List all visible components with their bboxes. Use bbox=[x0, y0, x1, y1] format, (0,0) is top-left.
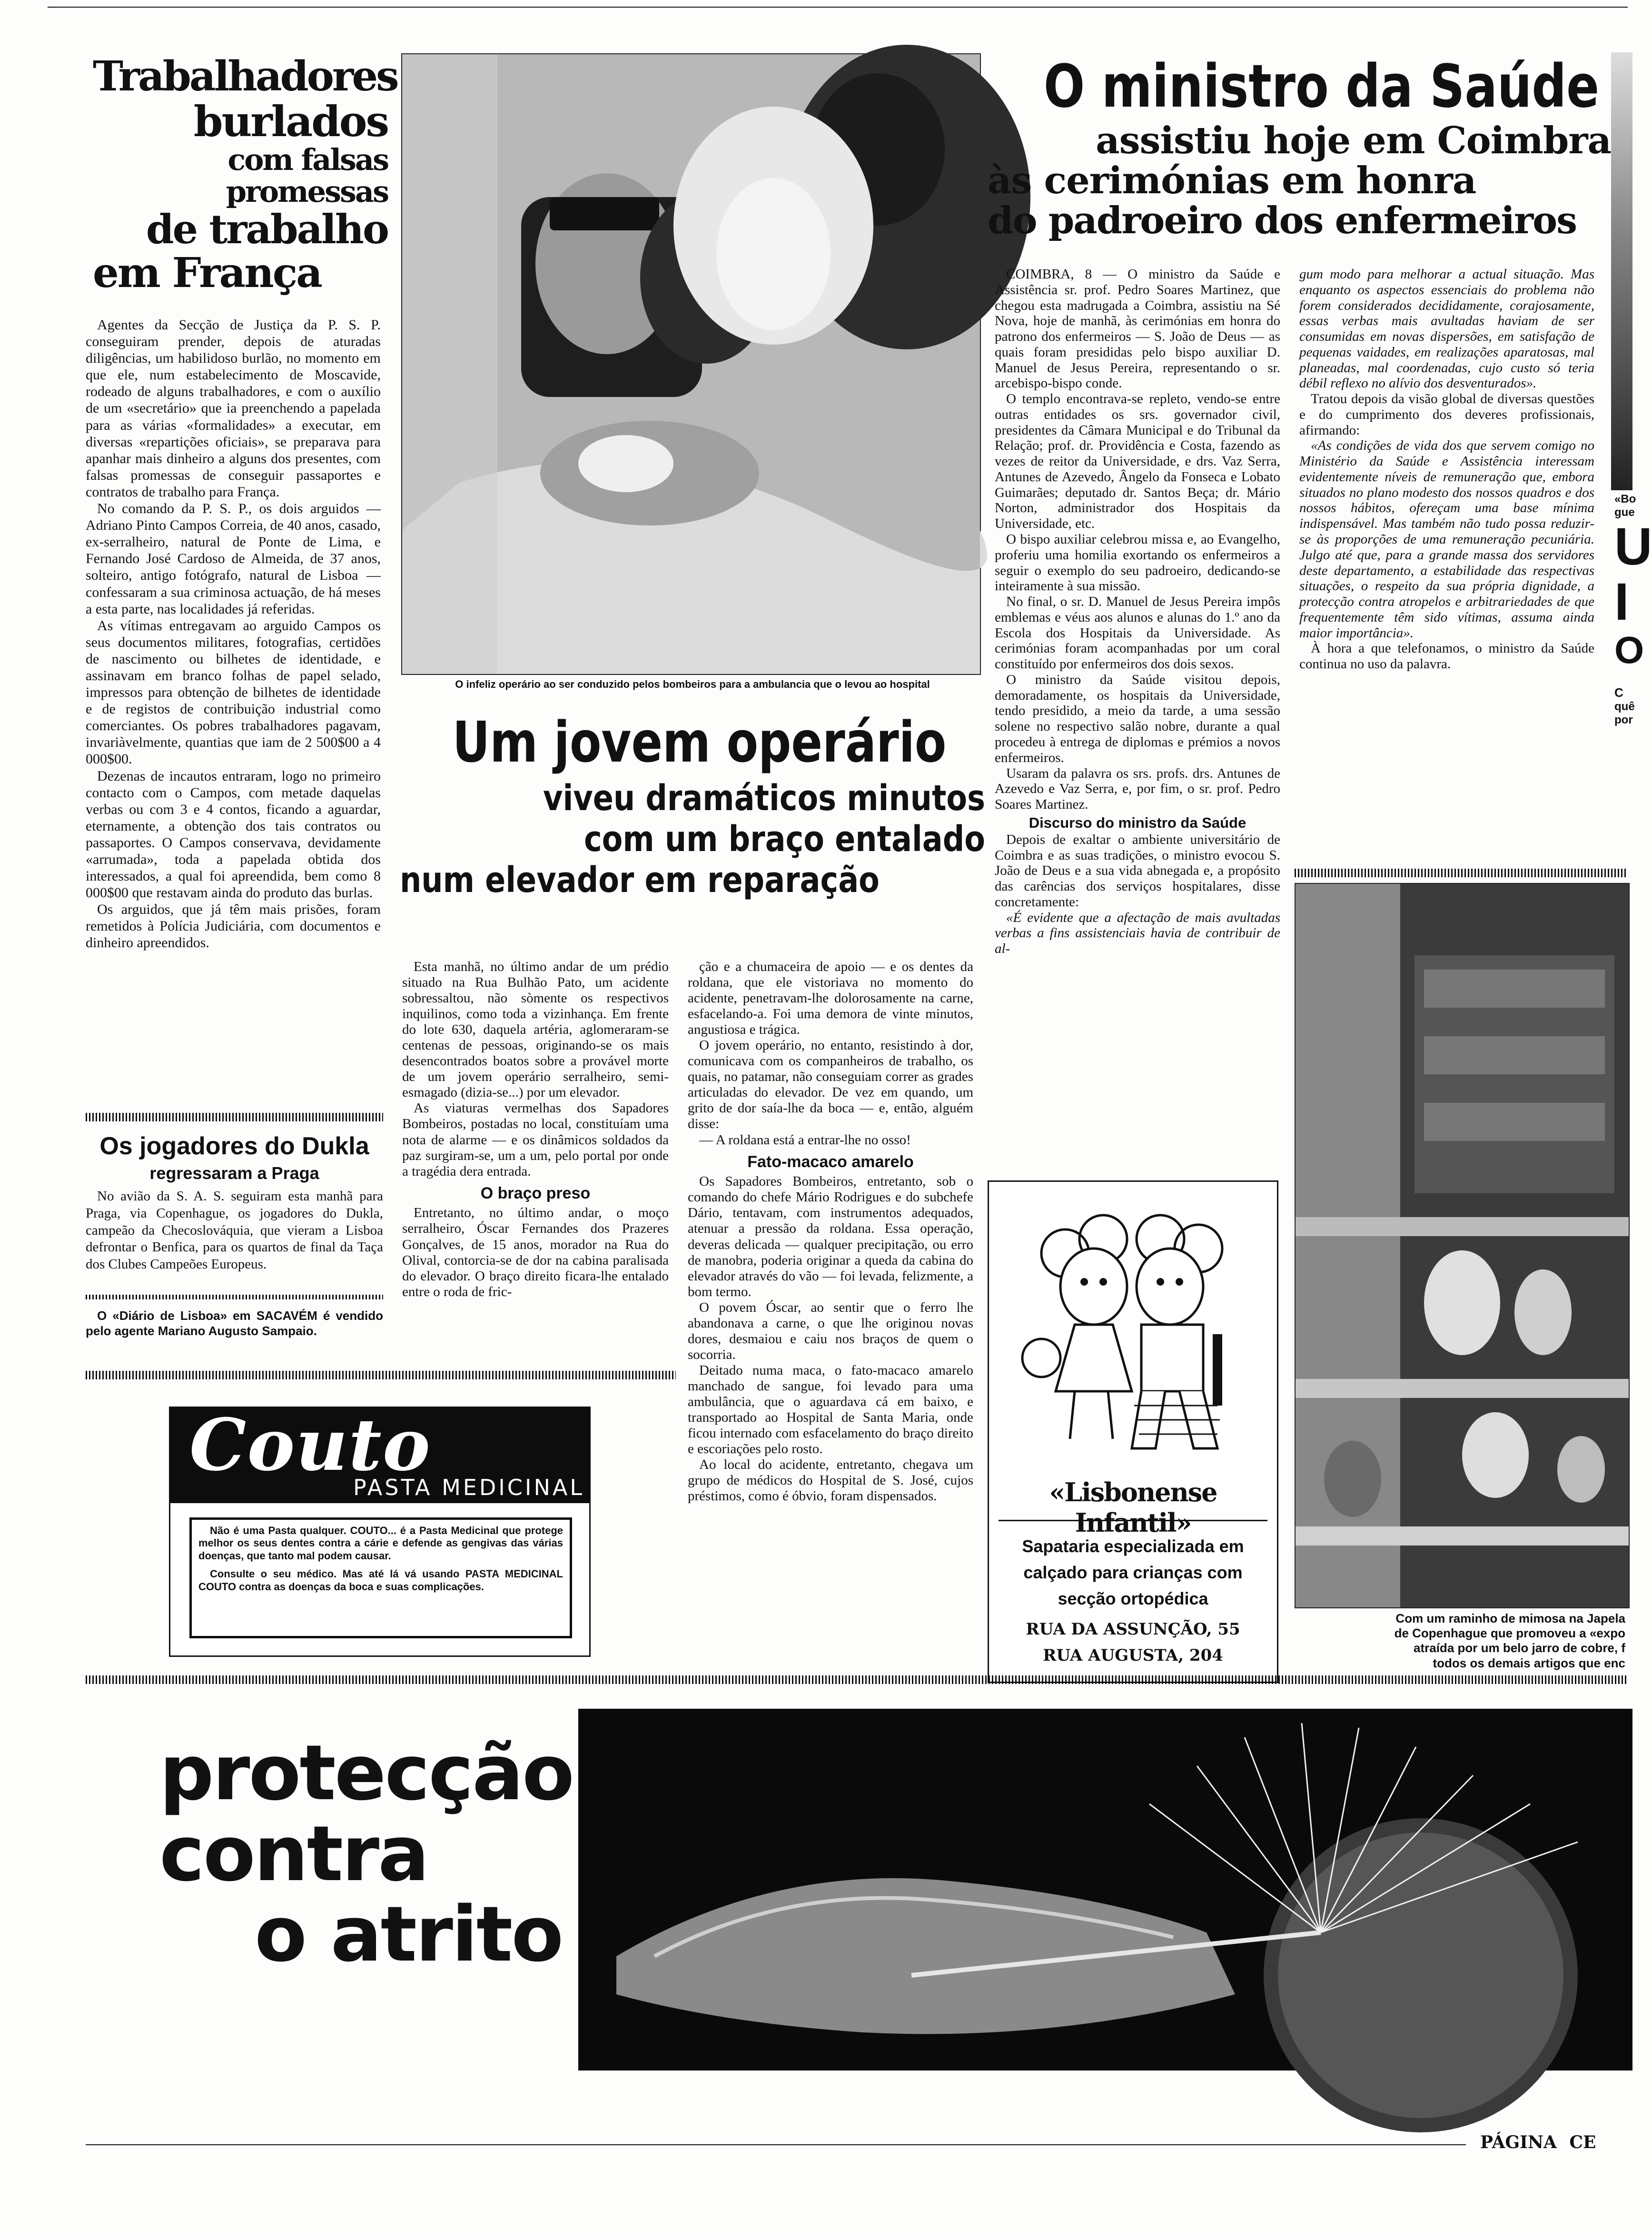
photo-right-caption: Com um raminho de mimosa na Japela de Copenhague que promoveu a «expo atraída por um belo jarro de cobre, f todos os demais artigos que enc bbox=[1394, 1611, 1625, 1670]
photo-copper-jar-exhibition bbox=[1295, 883, 1630, 1608]
ad-atrito-image bbox=[578, 1709, 1632, 2071]
story3-column-a: COIMBRA, 8 — O ministro da Saúde e Assistência sr. prof. Pedro Soares Martinez, que chegou esta madrugada a Coimbra, assistiu na Sé Nova, hoje de manhã, às cerimónias em honra do patrono dos enfermeiros — S. João de Deus — as quais foram presididas pelo bispo auxiliar D. Manuel de Jesus Pereira, representando o sr. arcebispo-bispo conde. O templo encontrava-se repleto, vendo-se entre outras entidades os srs. governador civil, presidentes da Câmara Municipal e do Tribunal da Relação; prof. dr. Providência e Costa, fazendo as vezes de reitor da Universidade, e drs. Vaz Serra, Antunes de Azevedo, Ângelo da Fonseca e Lobato Guimarães; deputado dr. Santos Beça; dr. Mário Norton, administrador dos Hospitais da Universidade, etc. O bispo auxiliar celebrou missa e, ao Evangelho, proferiu uma homilia exortando os enfermeiros a seguir o exemplo do seu padroeiro, dedicando-se inteiramente à sua missão. No final, o sr. D. Manuel de Jesus Pereira impôs emblemas e véus aos alunos e alunas do 1.º ano da Escola dos Hospitais da Universidade. As cerimónias foram acompanhadas por um coral constituído por enfermeiros dos dois sexos. O ministro da Saúde visitou depois, demoradamente, os hospitais da Universidade, tendo presidido, a meio da tarde, a uma sessão solene no respectivo salão nobre, durante a qual procedeu à entrega de diplomas e prémios a novos enfermeiros. Usaram da palavra os srs. profs. drs. Antunes de Azevedo e Vaz Serra, e, por fim, o sr. prof. Pedro Soares Martinez. Discurso do ministro da Saúde Depois de exaltar o ambiente universitário de Coimbra e as suas tradições, o ministro evocou S. João de Deus e a sua vida abnegada e, a propósito das carências dos serviços hospitalares, disse concretamente: «É evidente que a afectação de mais avultadas verbas a fins assistenciais havia de contribuir de al- bbox=[995, 267, 1280, 957]
article-dukla bbox=[86, 1132, 383, 1273]
separator-col1-b bbox=[86, 1295, 383, 1299]
footer-rule bbox=[86, 2144, 1466, 2145]
edge-fragments: «Bo gue U I O C quê por bbox=[1614, 493, 1652, 726]
couto-text-box: Não é uma Pasta qualquer. COUTO... é a Pasta Medicinal que protege melhor os seus dentes contra a cárie e defende as gengivas das várias doenças, que tanto mal podem causar. Consulte o seu médico. Mas até lá vá usando PASTA MEDICINAL COUTO contra as doenças da boca e suas complicações. bbox=[189, 1517, 572, 1638]
dukla-subtitle: regressaram a Praga bbox=[149, 1163, 319, 1183]
grinding-wheel-illustration bbox=[578, 1709, 1632, 2071]
dukla-title: Os jogadores do Dukla bbox=[99, 1132, 369, 1160]
lisbonense-address-2: RUA AUGUSTA, 204 bbox=[1043, 1646, 1223, 1665]
lisbonense-rule bbox=[999, 1520, 1267, 1521]
photo-illustration bbox=[402, 54, 980, 674]
ad-couto bbox=[169, 1403, 591, 1657]
top-rule bbox=[48, 7, 1628, 8]
lisbonense-title: «Lisbonense Infantil» bbox=[1049, 1477, 1217, 1538]
story2-column-a: Esta manhã, no último andar de um prédio situado na Rua Bulhão Pato, um acidente sobressaltou, não sòmente os respectivos inquilinos, como toda a vizinhança. Em frente do lote 630, daquela artéria, aglomeraram-se centenas de pessoas, originando-se os mais desencontrados boatos sobre a provável morte de um jovem operário serralheiro, semi-esmagado (dizia-se...) por um elevador. As viaturas vermelhas dos Sapadores Bombeiros, postadas no local, constituíam uma nota de alarme — e os dinâmicos soldados da paz surgiram-se, um a um, pelo portal por onde a tragédia dera entrada. O braço preso Entretanto, no último andar, o moço serralheiro, Óscar Fernandes dos Prazeres Gonçalves, de 15 anos, morador na Rua do Olival, contorcia-se de dor na cabina paralisada do elevador. O braço direito ficara-lhe entalado entre o roda de fric- bbox=[402, 959, 669, 1299]
ad-atrito-text: protecção contra o atrito bbox=[159, 1728, 573, 1979]
photo1-caption: O infeliz operário ao ser conduzido pelos bombeiros para a ambulancia que o levou ao hospital bbox=[455, 678, 930, 690]
story3-column-b: gum modo para melhorar a actual situação. Mas enquanto os aspectos essenciais do problema não forem considerados decididamente, corajosamente, essas verbas mais avultadas haviam de ser consumidas em novas dispersões, em satisfação de pequenas vaidades, em realizações aparatosas, mal planeadas, mal coordenadas, cujo custo só teria débil reflexo no alívio dos desventurados». Tratou depois da visão global de diversas questões e do cumprimento dos deveres profissionais, afirmando: «As condições de vida dos que servem comigo no Ministério da Saúde e Assistência interessam evidentemente níveis de remuneração que, embora situados no plano modesto dos nossos quadros e dos nossos hábitos, ofereçam uma base mínima indispensável. Mas também não tudo possa reduzir-se às proporções de uma remuneração pecuniária. Julgo até que, para a grande massa dos servidores deste departamento, a estabilidade das respectivas situações, o respeito da sua própria dignidade, a protecção contra atropelos e arbitrariedades de que frequentemente têm sido vítimas, assuma ainda maior importância». À hora a que telefonamos, o ministro da Saúde continua no uso da palavra. bbox=[1299, 267, 1594, 672]
lisbonense-line1: Sapataria especializada em bbox=[1022, 1536, 1244, 1556]
couto-product: PASTA MEDICINAL bbox=[353, 1475, 584, 1500]
separator-col1-a bbox=[86, 1113, 383, 1121]
article-trabalhadores-body: Agentes da Secção de Justiça da P. S. P. conseguiram prender, depois de aturadas diligências, um habilidoso burlão, no momento em que ele, num estabelecimento de Moscavide, rodeado de alguns trabalhadores, e com o auxílio de um «secretário» que ia preenchendo a papelada para as várias «formalidades» a executar, em diversas «repartições oficiais», se preparava para apanhar mais dinheiro a alguns dos presentes, com falsas promessas de conseguir passaportes e contratos de trabalho para França. No comando da P. S. P., os dois arguidos — Adriano Pinto Campos Correia, de 40 anos, casado, ex-serralheiro, natural de Ponte de Lima, e Fernando José Cardoso de Almeida, de 37 anos, solteiro, antigo fotógrafo, natural de Lisboa — confessaram a sua criminosa actuação, de há meses a esta parte, nas localidades já referidas. As vítimas entregavam ao arguido Campos os seus documentos militares, fotografias, certidões de nascimento ou bilhetes de identidade, e assinavam em branco folhas de papel selado, impressos para obtenção de bilhetes de identidade e de registos de contribuição industrial como comerciantes. Os pobres trabalhadores pagavam, invariàvelmente, quantias que iam de 2 500$00 a 4 000$00. Dezenas de incautos entraram, logo no primeiro contacto com o Campos, com metade daquelas verbas ou com 3 e 4 contos, ficando a aguardar, eternamente, a obtenção dos tais contratos ou passaportes. O Campos conservava, devidamente «arrumada», toda a papelada obtida dos interessados, a qual foi apreendida, bem como 8 000$00 que restavam ainda do produto das burlas. Os arguidos, que já têm mais prisões, foram remetidos à Polícia Judiciária, com documentos e dinheiro apreendidos. bbox=[86, 317, 381, 951]
ad-lisbonense-infantil bbox=[988, 1180, 1278, 1683]
headline-ministro: O ministro da Saúde assistiu hoje em Coimbra às cerimónias em honra do padroeiro dos enfermeiros bbox=[988, 52, 1611, 243]
page-label: PÁGINA CE bbox=[1480, 2132, 1596, 2152]
separator-col4 bbox=[1295, 869, 1628, 877]
edge-photo-strip bbox=[1611, 52, 1632, 490]
couto-brand-logo: Couto bbox=[189, 1403, 431, 1487]
mice-illustration bbox=[989, 1182, 1277, 1467]
shelves-illustration bbox=[1296, 884, 1629, 1607]
headline-jovem-operario: Um jovem operário viveu dramáticos minutos com um braço entalado num elevador em reparação bbox=[400, 709, 985, 901]
separator-bottom-ad bbox=[86, 1675, 1628, 1684]
couto-header bbox=[170, 1403, 589, 1503]
lisbonense-line3: secção ortopédica bbox=[1058, 1589, 1208, 1608]
separator-col1-c bbox=[86, 1371, 676, 1379]
agent-note: O «Diário de Lisboa» em SACAVÉM é vendido pelo agente Mariano Augusto Sampaio. bbox=[86, 1308, 383, 1338]
lisbonense-line2: calçado para crianças com bbox=[1023, 1563, 1243, 1582]
dukla-body: No avião da S. A. S. seguiram esta manhã para Praga, via Copenhague, os jogadores do Dukla, campeão da Checoslováquia, que vieram a Lisboa defrontar o Benfica, para os quartos de final da Taça dos Clubes Campeões Europeus. bbox=[86, 1189, 383, 1272]
lisbonense-address-1: RUA DA ASSUNÇÃO, 55 bbox=[1026, 1620, 1240, 1639]
story2-column-b: ção e a chumaceira de apoio — e os dentes da roldana, que ele vistoriava no momento do acidente, penetravam-lhe dolorosamente na carne, esfacelando-a. Foi uma demora de vinte minutos, angustiosa e trágica. O jovem operário, no entanto, resistindo à dor, comunicava com os companheiros de trabalho, os quais, no patamar, não conseguiam correr as grades articuladas do elevador. De vez em quando, um grito de dor saía-lhe da boca — e, então, alguém disse: — A roldana está a entrar-lhe no osso! Fato-macaco amarelo Os Sapadores Bombeiros, entretanto, sob o comando do chefe Mário Rodrigues e do subchefe Dário, tentavam, com instrumentos adequados, atenuar a pressão da roldana. Essa operação, deveras delicada — qualquer precipitação, ou erro de manobra, poderia originar a queda da cabina do elevador através do vão — foi levada, felizmente, a bom termo. O povem Óscar, ao sentir que o ferro lhe abandonava a carne, o que lhe originou novas dores, desmaiou e caiu nos braços de quem o socorria. Deitado numa maca, o fato-macaco amarelo manchado de sangue, foi levado para uma ambulância, que o aguardava cá em baixo, e transportado ao Hospital de Santa Maria, onde ficou internado com esfacelamento do braço direito e escoriações pelo rosto. Ao local do acidente, entretanto, chegava um grupo de médicos do Hospital de S. José, cujos préstimos, como é óbvio, foram dispensados. bbox=[688, 959, 973, 1504]
headline-trabalhadores: Trabalhadores burlados com falsas promessas de trabalho em França bbox=[93, 52, 397, 297]
photo-injured-worker bbox=[401, 53, 981, 675]
